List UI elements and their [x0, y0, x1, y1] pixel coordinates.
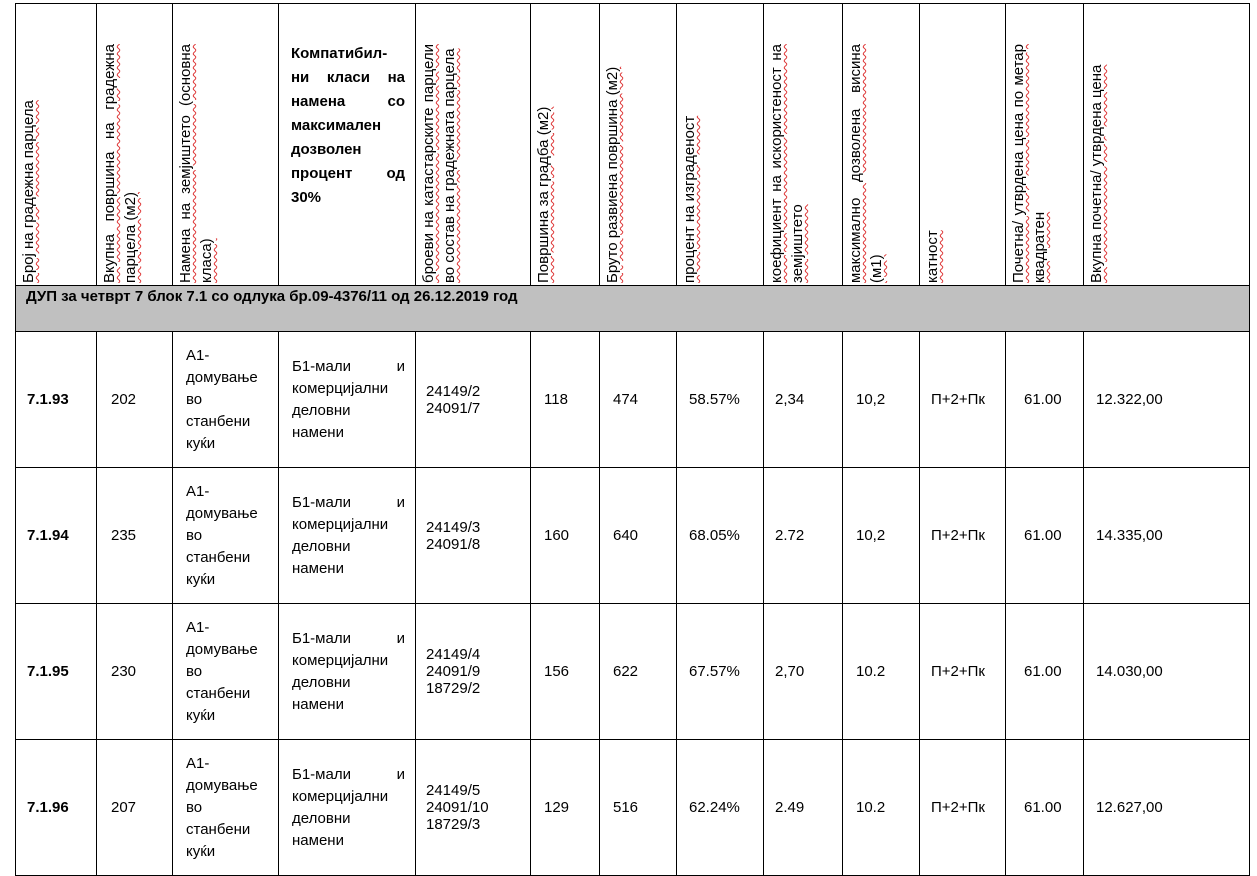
header-cadastral: броеви на катастарските парцели во состав на градежната парцела: [416, 4, 531, 286]
total-area-cell: [97, 468, 173, 604]
cell-line: намени: [292, 423, 344, 441]
cell-line: 24149/2: [426, 382, 481, 400]
cell-line: 24149/5: [426, 782, 481, 799]
cell-line: комерцијални: [292, 787, 389, 805]
cell-line: комерцијални: [292, 515, 389, 533]
cell-text: 2.49: [775, 799, 805, 816]
cell-line: Б1-мали и: [292, 357, 405, 375]
cell-line: 24091/8: [426, 535, 481, 553]
total-price-cell: [1084, 332, 1250, 468]
compatible-classes-cell: [279, 604, 416, 740]
cell-text: П+2+Пк: [931, 799, 985, 816]
header-compatible-classes: Компатибил-ни класи на намена со максимален дозволен процент од 30%: [279, 4, 416, 286]
land-use-cell: [173, 332, 279, 468]
cell-text: 7.1.96: [27, 799, 69, 816]
table-row: [16, 604, 1250, 740]
price-per-m2-cell: [1006, 604, 1084, 740]
parcel-number-cell: [16, 468, 97, 604]
cell-text: 640: [613, 527, 639, 544]
cell-text: 61.00: [1024, 391, 1062, 408]
cell-line: во: [186, 526, 203, 544]
build-percent-cell: [677, 332, 764, 468]
cell-text: 58.57%: [689, 391, 740, 408]
cell-text: 61.00: [1024, 527, 1062, 544]
cell-text: П+2+Пк: [931, 391, 985, 408]
cell-text: 10,2: [856, 527, 886, 544]
cell-text: 474: [613, 391, 639, 408]
gross-area-cell: [600, 604, 677, 740]
cell-text: 207: [111, 799, 137, 816]
land-use-cell: [173, 604, 279, 740]
cell-line: деловни: [292, 673, 351, 691]
header-price-per-m2: Почетна/ утврдена цена по метар квадратен: [1006, 4, 1084, 286]
cell-line: А1-: [186, 482, 210, 500]
cell-line: А1-: [186, 754, 210, 772]
parcel-number-cell: [16, 604, 97, 740]
cell-line: во: [186, 798, 203, 816]
building-area-cell: [531, 332, 600, 468]
max-height-cell: [843, 604, 920, 740]
compatible-classes-cell: [279, 468, 416, 604]
cell-text: 202: [111, 391, 137, 408]
build-percent-cell: [677, 604, 764, 740]
cadastral-cell: [416, 740, 531, 876]
header-land-use: Намена на земјиштето (основна класа): [173, 4, 279, 286]
cell-text: 68.05%: [689, 527, 740, 544]
cell-line: 24149/4: [426, 646, 481, 663]
coefficient-cell: [764, 604, 843, 740]
total-price-cell: [1084, 740, 1250, 876]
header-gross-area: Бруто развиена површина (м2): [600, 4, 677, 286]
table-row: [16, 332, 1250, 468]
total-price-cell: [1084, 604, 1250, 740]
header-max-height: максимално дозволена висина (м1): [843, 4, 920, 286]
cell-text: 7.1.93: [27, 391, 69, 408]
total-area-cell: [97, 740, 173, 876]
cell-line: куќи: [186, 570, 216, 588]
gross-area-cell: [600, 740, 677, 876]
cell-line: деловни: [292, 401, 351, 419]
cell-text: 14.335,00: [1096, 527, 1163, 544]
cell-text: 61.00: [1024, 799, 1062, 816]
cadastral-cell: [416, 604, 531, 740]
gross-area-cell: [600, 332, 677, 468]
build-percent-cell: [677, 740, 764, 876]
cell-line: домување: [186, 504, 258, 522]
gross-area-cell: [600, 468, 677, 604]
floors-cell: [920, 740, 1006, 876]
cell-line: 18729/3: [426, 816, 481, 833]
cell-text: 7.1.95: [27, 663, 69, 680]
cell-text: 129: [544, 799, 570, 816]
floors-cell: [920, 468, 1006, 604]
cell-text: 235: [111, 527, 137, 544]
cell-line: Б1-мали и: [292, 629, 405, 647]
cell-line: 24149/3: [426, 518, 481, 536]
parcel-table: [15, 3, 1250, 876]
header-total-price: Вкупна почетна/ утврдена цена: [1084, 4, 1250, 286]
land-use-cell: [173, 740, 279, 876]
cell-line: домување: [186, 640, 258, 658]
cell-line: комерцијални: [292, 379, 389, 397]
cell-line: намени: [292, 559, 344, 577]
cell-text: 2.72: [775, 527, 805, 544]
cell-line: куќи: [186, 434, 216, 452]
cell-text: 2,70: [775, 663, 805, 680]
cell-line: деловни: [292, 809, 351, 827]
cell-line: станбени: [186, 820, 251, 838]
building-area-cell: [531, 604, 600, 740]
max-height-cell: [843, 332, 920, 468]
header-row: [16, 4, 1250, 286]
cell-text: 12.322,00: [1096, 391, 1163, 408]
cell-line: комерцијални: [292, 651, 389, 669]
cell-line: Б1-мали и: [292, 493, 405, 511]
cell-line: куќи: [186, 842, 216, 860]
section-title: ДУП за четврт 7 блок 7.1 со одлука бр.09-4376/11 од 26.12.2019 год: [16, 286, 1250, 332]
cell-text: 156: [544, 663, 570, 680]
header-building-area: Површина за градба (м2): [531, 4, 600, 286]
cell-text: 516: [613, 799, 639, 816]
floors-cell: [920, 332, 1006, 468]
cell-text: 118: [544, 391, 568, 408]
cell-line: намени: [292, 695, 344, 713]
cell-text: 10,2: [856, 391, 886, 408]
cell-line: домување: [186, 776, 258, 794]
cell-text: 10.2: [856, 799, 886, 816]
cell-line: намени: [292, 831, 344, 849]
cell-text: 2,34: [775, 391, 805, 408]
compatible-classes-cell: [279, 740, 416, 876]
price-per-m2-cell: [1006, 740, 1084, 876]
header-build-percent: процент на изграденост: [677, 4, 764, 286]
header-parcel-number: Број на градежна парцела: [16, 4, 97, 286]
header-floors: катност: [920, 4, 1006, 286]
total-price-cell: [1084, 468, 1250, 604]
max-height-cell: [843, 468, 920, 604]
coefficient-cell: [764, 332, 843, 468]
cell-text: 67.57%: [689, 663, 740, 680]
coefficient-cell: [764, 468, 843, 604]
cell-text: П+2+Пк: [931, 663, 985, 680]
cell-text: 62.24%: [689, 799, 740, 816]
table-row: [16, 740, 1250, 876]
cell-line: 18729/2: [426, 680, 481, 697]
building-area-cell: [531, 740, 600, 876]
cell-line: станбени: [186, 548, 251, 566]
cell-text: 230: [111, 663, 137, 680]
land-use-cell: [173, 468, 279, 604]
section-row: [16, 286, 1250, 332]
build-percent-cell: [677, 468, 764, 604]
cell-line: домување: [186, 368, 258, 386]
cell-text: 7.1.94: [27, 527, 69, 544]
total-area-cell: [97, 604, 173, 740]
cell-line: деловни: [292, 537, 351, 555]
building-area-cell: [531, 468, 600, 604]
cell-line: станбени: [186, 412, 251, 430]
cell-text: 12.627,00: [1096, 799, 1163, 816]
coefficient-cell: [764, 740, 843, 876]
cell-line: во: [186, 390, 203, 408]
cell-line: 24091/7: [426, 399, 481, 417]
cell-text: 14.030,00: [1096, 663, 1163, 680]
max-height-cell: [843, 740, 920, 876]
price-per-m2-cell: [1006, 332, 1084, 468]
header-coefficient: коефициент на искористеност на земјиштето: [764, 4, 843, 286]
cell-line: 24091/9: [426, 663, 481, 680]
total-area-cell: [97, 332, 173, 468]
cell-text: 160: [544, 527, 570, 544]
cell-line: куќи: [186, 706, 216, 724]
parcel-number-cell: [16, 740, 97, 876]
cell-line: станбени: [186, 684, 251, 702]
cell-text: 10.2: [856, 663, 886, 680]
cell-line: А1-: [186, 618, 210, 636]
parcel-number-cell: [16, 332, 97, 468]
table-row: [16, 468, 1250, 604]
floors-cell: [920, 604, 1006, 740]
header-total-area: Вкупна површина на градежна парцела (м2): [97, 4, 173, 286]
cell-text: П+2+Пк: [931, 527, 985, 544]
cell-line: 24091/10: [426, 799, 489, 816]
cadastral-cell: [416, 332, 531, 468]
price-per-m2-cell: [1006, 468, 1084, 604]
cell-text: 61.00: [1024, 663, 1062, 680]
cadastral-cell: [416, 468, 531, 604]
cell-line: А1-: [186, 346, 210, 364]
compatible-classes-cell: [279, 332, 416, 468]
cell-text: 622: [613, 663, 639, 680]
cell-line: во: [186, 662, 203, 680]
cell-line: Б1-мали и: [292, 765, 405, 783]
